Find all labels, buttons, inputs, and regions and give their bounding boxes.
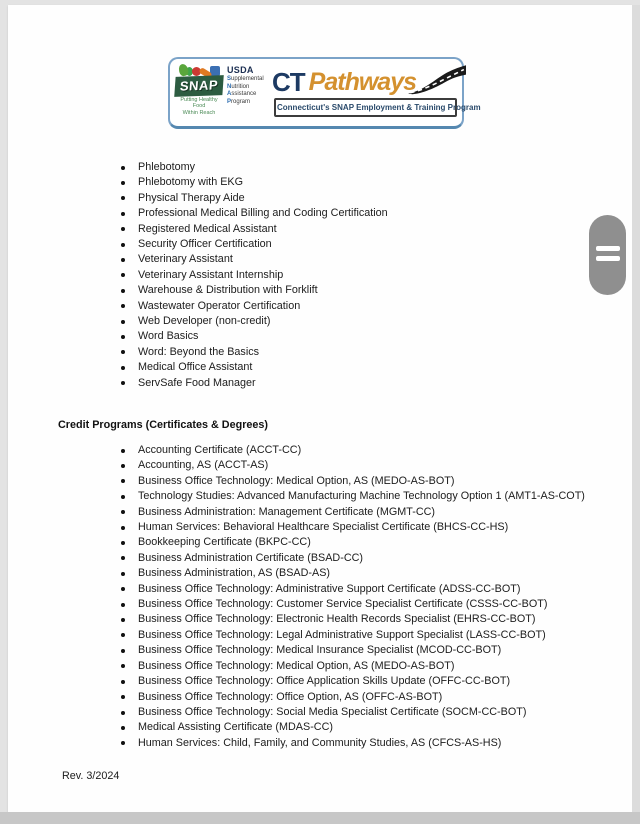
document-page bbox=[8, 5, 632, 812]
list-item: Physical Therapy Aide bbox=[113, 191, 388, 206]
list-item: Registered Medical Assistant bbox=[113, 222, 388, 237]
ct-pathways-block bbox=[272, 61, 481, 124]
usda-program-words bbox=[227, 76, 274, 106]
list-item: Word: Beyond the Basics bbox=[113, 345, 388, 360]
list-item: Accounting Certificate (ACCT-CC) bbox=[113, 443, 585, 458]
list-item: Business Office Technology: Office Option, AS (OFFC-AS-BOT) bbox=[113, 690, 585, 705]
ct-pathways-wordmark bbox=[272, 61, 457, 95]
list-item: Professional Medical Billing and Coding Certification bbox=[113, 206, 388, 221]
logo-tagline: Connecticut's SNAP Employment & Training Program bbox=[274, 98, 457, 117]
snap-motto bbox=[174, 97, 224, 116]
list-item: Business Administration Certificate (BSAD-CC) bbox=[113, 551, 585, 566]
scroll-handle[interactable] bbox=[589, 215, 626, 295]
list-item: Business Office Technology: Office Application Skills Update (OFFC-CC-BOT) bbox=[113, 674, 585, 689]
snap-motto-line1: Putting Healthy Food bbox=[180, 97, 218, 110]
produce-icons bbox=[174, 61, 224, 76]
usda-wordmark: USDA bbox=[227, 65, 254, 75]
pathways-text: Pathways bbox=[308, 68, 417, 96]
noncredit-program-list bbox=[113, 160, 388, 391]
revision-note: Rev. 3/2024 bbox=[62, 770, 120, 782]
list-item: Medical Office Assistant bbox=[113, 360, 388, 375]
list-item: Assistance bbox=[227, 91, 257, 97]
page-right-edge bbox=[632, 5, 640, 812]
snap-wordmark: SNAP bbox=[174, 75, 224, 97]
list-item: Medical Assisting Certificate (MDAS-CC) bbox=[113, 720, 585, 735]
list-item: Warehouse & Distribution with Forklift bbox=[113, 283, 388, 298]
list-item: Veterinary Assistant Internship bbox=[113, 268, 388, 283]
list-item: Business Office Technology: Legal Administrative Support Specialist (LASS-CC-BOT) bbox=[113, 628, 585, 643]
credit-program-list bbox=[113, 443, 585, 751]
list-item: Veterinary Assistant bbox=[113, 252, 388, 267]
list-item: Phlebotomy bbox=[113, 160, 388, 175]
list-item: Business Office Technology: Medical Option, AS (MEDO-AS-BOT) bbox=[113, 659, 585, 674]
list-item: Business Administration: Management Certificate (MGMT-CC) bbox=[113, 505, 585, 520]
list-item: Program bbox=[227, 98, 251, 105]
list-item: Human Services: Behavioral Healthcare Specialist Certificate (BHCS-CC-HS) bbox=[113, 520, 585, 535]
drag-handle-icon bbox=[596, 256, 620, 261]
list-item: Business Office Technology: Electronic Health Records Specialist (EHRS-CC-BOT) bbox=[113, 612, 585, 627]
list-item: Security Officer Certification bbox=[113, 237, 388, 252]
list-item: Business Office Technology: Medical Option, AS (MEDO-AS-BOT) bbox=[113, 474, 585, 489]
road-swoosh-icon bbox=[408, 63, 466, 95]
list-item: Accounting, AS (ACCT-AS) bbox=[113, 458, 585, 473]
list-item: Supplemental bbox=[227, 76, 264, 82]
snap-logo bbox=[174, 61, 224, 124]
list-item: Business Office Technology: Administrative Support Certificate (ADSS-CC-BOT) bbox=[113, 582, 585, 597]
list-item: Wastewater Operator Certification bbox=[113, 299, 388, 314]
lettuce-icon bbox=[177, 63, 189, 77]
page-gap bbox=[0, 812, 640, 824]
ct-pathways-logo bbox=[168, 57, 481, 129]
list-item: Technology Studies: Advanced Manufacturing Machine Technology Option 1 (AMT1-AS-COT) bbox=[113, 489, 585, 504]
list-item: Phlebotomy with EKG bbox=[113, 175, 388, 190]
ct-text: CT bbox=[272, 67, 305, 97]
list-item: Web Developer (non-credit) bbox=[113, 314, 388, 329]
list-item: Business Office Technology: Social Media Specialist Certificate (SOCM-CC-BOT) bbox=[113, 705, 585, 720]
list-item: Word Basics bbox=[113, 329, 388, 344]
credit-programs-heading: Credit Programs (Certificates & Degrees) bbox=[58, 419, 269, 431]
list-item: Business Office Technology: Medical Insurance Specialist (MCOD-CC-BOT) bbox=[113, 643, 585, 658]
snap-motto-line2: Within Reach bbox=[182, 109, 216, 116]
list-item: Human Services: Child, Family, and Community Studies, AS (CFCS-AS-HS) bbox=[113, 736, 585, 751]
list-item: ServSafe Food Manager bbox=[113, 376, 388, 391]
list-item: Bookkeeping Certificate (BKPC-CC) bbox=[113, 535, 585, 550]
list-item: Business Office Technology: Customer Service Specialist Certificate (CSSS-CC-BOT) bbox=[113, 597, 585, 612]
list-item: Business Administration, AS (BSAD-AS) bbox=[113, 566, 585, 581]
usda-block bbox=[224, 61, 274, 124]
drag-handle-icon bbox=[596, 246, 620, 251]
list-item: Nutrition bbox=[227, 83, 250, 90]
